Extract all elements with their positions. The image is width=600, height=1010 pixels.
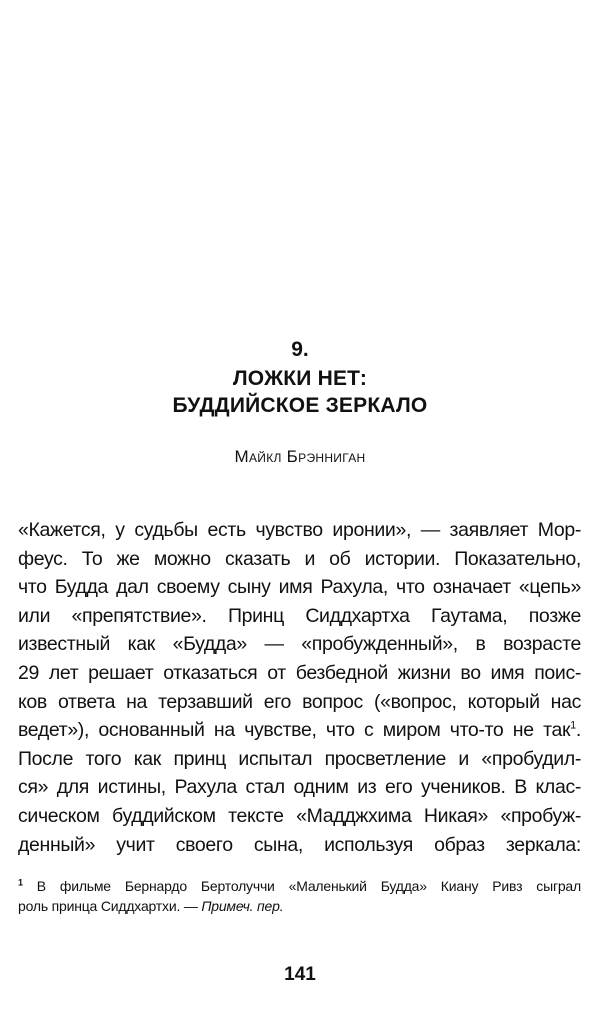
footnote-line-2 bbox=[18, 896, 581, 916]
body-line: После того как принц испытал просветление и «пробудил- bbox=[18, 747, 581, 770]
footnote bbox=[18, 876, 581, 916]
footnote-text-1: В фильме Бернардо Бертолуччи «Маленький Будда» Киану Ривз сыграл bbox=[36, 878, 581, 894]
body-paragraph bbox=[18, 516, 581, 859]
body-line: сическом буддийском тексте «Мадджхима Никая» «пробуж- bbox=[18, 804, 581, 827]
footnote-reference[interactable]: 1 bbox=[570, 719, 576, 732]
body-line: известный как «Будда» — «пробужденный», в возрасте bbox=[18, 633, 581, 656]
footnote-marker: 1 bbox=[18, 877, 23, 888]
chapter-author: Майкл Брэнниган bbox=[234, 447, 366, 466]
chapter-title-line-2: БУДДИЙСКОЕ ЗЕРКАЛО bbox=[172, 394, 428, 417]
footnote-text-2: роль принца Сиддхартхи. — bbox=[18, 898, 202, 914]
body-line: феус. То же можно сказать и об истории. Показательно, bbox=[18, 547, 581, 570]
body-line-text: ведет»), основанный на чувстве, что с миром что-то не так bbox=[18, 719, 571, 742]
footnote-line-1 bbox=[18, 876, 581, 896]
body-line: ков ответа на терзавший его вопрос («вопрос, который нас bbox=[18, 690, 581, 713]
body-line-trailing: . bbox=[575, 719, 581, 742]
body-line: что Будда дал своему сыну имя Рахула, что означает «цепь» bbox=[18, 576, 581, 599]
body-line: денный» учит своего сына, используя образ зеркала: bbox=[18, 833, 581, 856]
body-line: ся» для истины, Рахула стал одним из его учеников. В клас- bbox=[18, 776, 581, 799]
translator-note: Примеч. пер. bbox=[201, 898, 284, 914]
chapter-number: 9. bbox=[291, 338, 309, 361]
page-number: 141 bbox=[284, 964, 316, 985]
body-line: или «препятствие». Принц Сиддхартха Гаутама, позже bbox=[18, 604, 581, 627]
body-line-with-footnote bbox=[18, 716, 581, 745]
body-line: «Кажется, у судьбы есть чувство иронии», — заявляет Мор- bbox=[18, 519, 581, 541]
chapter-title-line-1: ЛОЖКИ НЕТ: bbox=[232, 367, 368, 390]
body-line: 29 лет решает отказаться от безбедной жизни во имя поис- bbox=[18, 661, 581, 684]
chapter-title bbox=[0, 365, 600, 419]
